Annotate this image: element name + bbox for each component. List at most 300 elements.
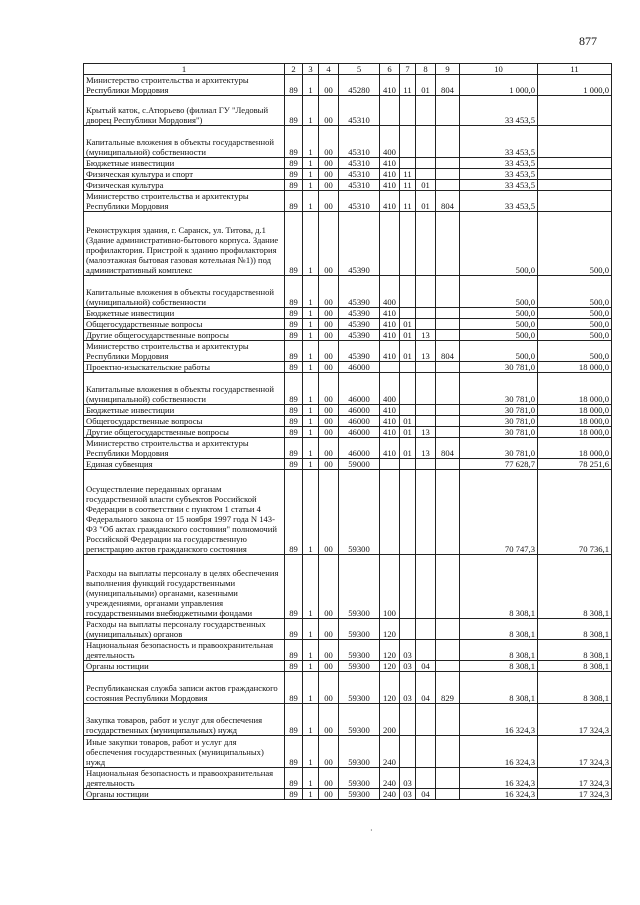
row-cell-c7: 01 [400, 416, 416, 427]
row-cell-c5: 45390 [339, 330, 380, 341]
row-cell-c8: 13 [416, 427, 436, 438]
row-cell-c2: 89 [285, 212, 303, 276]
row-cell-c8 [416, 169, 436, 180]
row-cell-c5: 59300 [339, 704, 380, 736]
row-cell-c9 [436, 126, 460, 158]
row-cell-c5: 45280 [339, 75, 380, 96]
row-cell-c11: 500,0 [538, 341, 612, 362]
row-cell-c3: 1 [303, 438, 319, 459]
row-cell-c9 [436, 362, 460, 373]
row-cell-c2: 89 [285, 704, 303, 736]
row-cell-c7: 11 [400, 169, 416, 180]
row-cell-c9 [436, 555, 460, 619]
row-cell-c6: 200 [380, 704, 400, 736]
row-cell-c3: 1 [303, 661, 319, 672]
row-cell-c9: 804 [436, 438, 460, 459]
row-cell-c3: 1 [303, 319, 319, 330]
row-cell-c5: 59300 [339, 661, 380, 672]
row-cell-c4: 00 [319, 319, 339, 330]
row-cell-c10: 77 628,7 [460, 459, 538, 470]
row-name-cell: Министерство строительства и архитектуры Республики Мордовия [84, 75, 285, 96]
row-cell-c4: 00 [319, 704, 339, 736]
table-row [84, 555, 612, 619]
row-cell-c10: 30 781,0 [460, 438, 538, 459]
table-row [84, 438, 612, 459]
row-cell-c3: 1 [303, 736, 319, 768]
row-name-cell: Крытый каток, с.Атюрьево (филиал ГУ "Ледовый дворец Республики Мордовия") [84, 96, 285, 126]
row-name-cell: Капитальные вложения в объекты государственной (муниципальной) собственности [84, 126, 285, 158]
row-cell-c11: 18 000,0 [538, 405, 612, 416]
row-cell-c3: 1 [303, 672, 319, 704]
row-cell-c4: 00 [319, 640, 339, 661]
row-cell-c2: 89 [285, 736, 303, 768]
row-cell-c2: 89 [285, 661, 303, 672]
row-cell-c2: 89 [285, 619, 303, 640]
row-cell-c5: 59300 [339, 619, 380, 640]
table-row [84, 341, 612, 362]
row-cell-c8 [416, 126, 436, 158]
row-cell-c11: 500,0 [538, 330, 612, 341]
row-cell-c6: 410 [380, 169, 400, 180]
table-row [84, 319, 612, 330]
row-cell-c10: 500,0 [460, 276, 538, 308]
table-row [84, 96, 612, 126]
row-cell-c7: 03 [400, 672, 416, 704]
row-cell-c2: 89 [285, 308, 303, 319]
row-cell-c3: 1 [303, 405, 319, 416]
row-name-cell: Другие общегосударственные вопросы [84, 330, 285, 341]
row-cell-c2: 89 [285, 341, 303, 362]
row-cell-c7: 01 [400, 438, 416, 459]
row-cell-c8: 04 [416, 661, 436, 672]
row-cell-c6: 410 [380, 319, 400, 330]
row-cell-c4: 00 [319, 405, 339, 416]
row-cell-c11: 500,0 [538, 276, 612, 308]
row-cell-c8 [416, 470, 436, 555]
row-name-cell: Расходы на выплаты персоналу в целях обеспечения выполнения функций государственными (муниципальными) органами, казенными учреждениями, органами управления государственными внебюджетными фондами [84, 555, 285, 619]
row-cell-c10: 16 324,3 [460, 704, 538, 736]
row-cell-c6 [380, 212, 400, 276]
row-cell-c8: 01 [416, 180, 436, 191]
row-cell-c10: 33 453,5 [460, 126, 538, 158]
table-row [84, 373, 612, 405]
row-cell-c4: 00 [319, 330, 339, 341]
row-cell-c5: 59300 [339, 470, 380, 555]
row-cell-c7: 11 [400, 75, 416, 96]
table-body [84, 75, 612, 800]
row-name-cell: Бюджетные инвестиции [84, 158, 285, 169]
row-cell-c5: 59300 [339, 789, 380, 800]
row-cell-c4: 00 [319, 158, 339, 169]
row-cell-c8 [416, 373, 436, 405]
row-cell-c5: 46000 [339, 362, 380, 373]
row-name-cell: Органы юстиции [84, 661, 285, 672]
row-cell-c10: 500,0 [460, 319, 538, 330]
row-cell-c9 [436, 768, 460, 789]
table-row [84, 75, 612, 96]
table-row [84, 640, 612, 661]
row-cell-c10: 30 781,0 [460, 362, 538, 373]
row-cell-c8 [416, 704, 436, 736]
column-header: 6 [380, 64, 400, 75]
row-cell-c9 [436, 169, 460, 180]
row-cell-c8 [416, 555, 436, 619]
row-cell-c9 [436, 308, 460, 319]
row-cell-c6: 410 [380, 438, 400, 459]
table-row [84, 427, 612, 438]
row-cell-c3: 1 [303, 276, 319, 308]
row-cell-c10: 30 781,0 [460, 416, 538, 427]
row-cell-c5: 45310 [339, 126, 380, 158]
page-number: 877 [579, 34, 597, 48]
row-cell-c10: 33 453,5 [460, 169, 538, 180]
row-cell-c11: 78 251,6 [538, 459, 612, 470]
row-cell-c7 [400, 362, 416, 373]
row-cell-c4: 00 [319, 768, 339, 789]
row-name-cell: Бюджетные инвестиции [84, 405, 285, 416]
row-cell-c10: 16 324,3 [460, 789, 538, 800]
row-cell-c3: 1 [303, 126, 319, 158]
row-cell-c4: 00 [319, 276, 339, 308]
row-cell-c7: 03 [400, 661, 416, 672]
row-cell-c6: 410 [380, 341, 400, 362]
column-header: 2 [285, 64, 303, 75]
row-cell-c9: 804 [436, 191, 460, 212]
row-cell-c3: 1 [303, 459, 319, 470]
row-cell-c10: 500,0 [460, 212, 538, 276]
row-cell-c5: 45310 [339, 169, 380, 180]
row-cell-c7 [400, 619, 416, 640]
row-cell-c6: 410 [380, 405, 400, 416]
row-cell-c10: 16 324,3 [460, 736, 538, 768]
row-cell-c10: 30 781,0 [460, 405, 538, 416]
row-cell-c2: 89 [285, 169, 303, 180]
row-cell-c9 [436, 212, 460, 276]
header-row [84, 64, 612, 75]
row-cell-c2: 89 [285, 789, 303, 800]
row-cell-c2: 89 [285, 96, 303, 126]
row-cell-c10: 8 308,1 [460, 661, 538, 672]
row-cell-c10: 70 747,3 [460, 470, 538, 555]
row-cell-c3: 1 [303, 416, 319, 427]
row-cell-c9 [436, 180, 460, 191]
table-row [84, 191, 612, 212]
row-cell-c6 [380, 459, 400, 470]
row-cell-c3: 1 [303, 427, 319, 438]
row-cell-c9: 829 [436, 672, 460, 704]
column-header: 9 [436, 64, 460, 75]
row-cell-c4: 00 [319, 180, 339, 191]
row-name-cell: Органы юстиции [84, 789, 285, 800]
row-cell-c11: 8 308,1 [538, 619, 612, 640]
row-cell-c9 [436, 405, 460, 416]
row-cell-c3: 1 [303, 75, 319, 96]
row-cell-c11: 17 324,3 [538, 789, 612, 800]
row-cell-c8 [416, 416, 436, 427]
row-cell-c5: 59300 [339, 672, 380, 704]
row-cell-c11: 500,0 [538, 308, 612, 319]
row-cell-c4: 00 [319, 619, 339, 640]
row-cell-c2: 89 [285, 362, 303, 373]
table-row [84, 672, 612, 704]
row-cell-c4: 00 [319, 191, 339, 212]
row-name-cell: Бюджетные инвестиции [84, 308, 285, 319]
row-cell-c3: 1 [303, 96, 319, 126]
row-cell-c3: 1 [303, 212, 319, 276]
row-cell-c9 [436, 330, 460, 341]
row-cell-c4: 00 [319, 438, 339, 459]
row-cell-c4: 00 [319, 661, 339, 672]
row-cell-c2: 89 [285, 373, 303, 405]
row-cell-c6: 400 [380, 276, 400, 308]
row-cell-c9 [436, 416, 460, 427]
row-cell-c8: 13 [416, 330, 436, 341]
column-header: 10 [460, 64, 538, 75]
row-cell-c3: 1 [303, 362, 319, 373]
row-cell-c11 [538, 158, 612, 169]
row-cell-c5: 45310 [339, 191, 380, 212]
row-cell-c7 [400, 736, 416, 768]
row-cell-c8: 04 [416, 789, 436, 800]
column-header: 5 [339, 64, 380, 75]
row-cell-c2: 89 [285, 191, 303, 212]
row-cell-c5: 45310 [339, 180, 380, 191]
row-cell-c2: 89 [285, 158, 303, 169]
row-cell-c2: 89 [285, 459, 303, 470]
row-cell-c10: 1 000,0 [460, 75, 538, 96]
row-cell-c4: 00 [319, 672, 339, 704]
table-row [84, 416, 612, 427]
row-cell-c9 [436, 373, 460, 405]
row-cell-c11: 18 000,0 [538, 373, 612, 405]
table-row [84, 470, 612, 555]
row-cell-c9 [436, 619, 460, 640]
row-cell-c10: 8 308,1 [460, 640, 538, 661]
row-cell-c5: 45390 [339, 308, 380, 319]
row-cell-c7 [400, 158, 416, 169]
row-cell-c5: 46000 [339, 416, 380, 427]
row-cell-c2: 89 [285, 416, 303, 427]
row-cell-c5: 46000 [339, 438, 380, 459]
row-name-cell: Министерство строительства и архитектуры Республики Мордовия [84, 191, 285, 212]
row-cell-c4: 00 [319, 341, 339, 362]
row-cell-c3: 1 [303, 640, 319, 661]
row-cell-c2: 89 [285, 427, 303, 438]
row-cell-c4: 00 [319, 212, 339, 276]
table-row [84, 619, 612, 640]
row-cell-c7: 01 [400, 330, 416, 341]
row-cell-c6: 120 [380, 619, 400, 640]
row-cell-c4: 00 [319, 362, 339, 373]
row-name-cell: Общегосударственные вопросы [84, 416, 285, 427]
row-cell-c4: 00 [319, 75, 339, 96]
table-row [84, 308, 612, 319]
row-cell-c4: 00 [319, 736, 339, 768]
row-cell-c3: 1 [303, 308, 319, 319]
row-name-cell: Реконструкция здания, г. Саранск, ул. Титова, д.1 (Здание административно-бытового корпуса. Здание профилактория. Пристрой к зданию профилактория (малоэтажная бытовая газовая котельная №1)) под административный комплекс [84, 212, 285, 276]
row-cell-c6: 400 [380, 373, 400, 405]
row-cell-c10: 16 324,3 [460, 768, 538, 789]
row-cell-c8 [416, 96, 436, 126]
row-cell-c7 [400, 126, 416, 158]
table-row [84, 661, 612, 672]
row-cell-c5: 46000 [339, 373, 380, 405]
row-cell-c2: 89 [285, 405, 303, 416]
row-cell-c2: 89 [285, 180, 303, 191]
row-cell-c10: 500,0 [460, 330, 538, 341]
row-cell-c6: 410 [380, 180, 400, 191]
row-cell-c4: 00 [319, 555, 339, 619]
row-cell-c6: 120 [380, 640, 400, 661]
row-cell-c3: 1 [303, 555, 319, 619]
row-cell-c9 [436, 276, 460, 308]
row-cell-c7: 03 [400, 768, 416, 789]
row-cell-c5: 59300 [339, 736, 380, 768]
row-name-cell: Физическая культура [84, 180, 285, 191]
row-cell-c5: 59300 [339, 640, 380, 661]
row-cell-c3: 1 [303, 158, 319, 169]
row-cell-c6: 120 [380, 672, 400, 704]
row-cell-c6: 240 [380, 736, 400, 768]
row-cell-c7 [400, 704, 416, 736]
row-cell-c8 [416, 362, 436, 373]
table-row [84, 126, 612, 158]
row-cell-c8 [416, 640, 436, 661]
column-header: 8 [416, 64, 436, 75]
row-cell-c6: 410 [380, 158, 400, 169]
row-name-cell: Физическая культура и спорт [84, 169, 285, 180]
row-cell-c8 [416, 736, 436, 768]
row-cell-c9 [436, 704, 460, 736]
row-cell-c9 [436, 640, 460, 661]
table-row [84, 459, 612, 470]
row-name-cell: Другие общегосударственные вопросы [84, 427, 285, 438]
table-row [84, 736, 612, 768]
row-cell-c10: 8 308,1 [460, 555, 538, 619]
row-cell-c6 [380, 96, 400, 126]
row-cell-c11: 17 324,3 [538, 704, 612, 736]
row-cell-c11: 18 000,0 [538, 427, 612, 438]
row-cell-c11: 70 736,1 [538, 470, 612, 555]
row-cell-c8 [416, 619, 436, 640]
row-cell-c11: 8 308,1 [538, 661, 612, 672]
row-cell-c11: 17 324,3 [538, 736, 612, 768]
row-cell-c2: 89 [285, 75, 303, 96]
row-name-cell: Капитальные вложения в объекты государственной (муниципальной) собственности [84, 276, 285, 308]
row-cell-c8 [416, 459, 436, 470]
table-row [84, 276, 612, 308]
row-cell-c7 [400, 470, 416, 555]
row-cell-c3: 1 [303, 768, 319, 789]
row-cell-c2: 89 [285, 276, 303, 308]
row-cell-c6: 400 [380, 126, 400, 158]
row-cell-c9 [436, 736, 460, 768]
row-name-cell: Национальная безопасность и правоохранительная деятельность [84, 640, 285, 661]
row-cell-c11: 18 000,0 [538, 362, 612, 373]
row-cell-c6: 100 [380, 555, 400, 619]
table-row [84, 789, 612, 800]
row-cell-c4: 00 [319, 459, 339, 470]
row-cell-c10: 33 453,5 [460, 180, 538, 191]
row-cell-c6: 240 [380, 789, 400, 800]
column-header: 4 [319, 64, 339, 75]
row-cell-c11: 1 000,0 [538, 75, 612, 96]
row-cell-c7: 01 [400, 427, 416, 438]
row-cell-c5: 45310 [339, 158, 380, 169]
table-row [84, 330, 612, 341]
row-cell-c5: 59000 [339, 459, 380, 470]
row-cell-c4: 00 [319, 470, 339, 555]
table-row [84, 180, 612, 191]
row-cell-c11 [538, 96, 612, 126]
row-cell-c4: 00 [319, 427, 339, 438]
row-name-cell: Расходы на выплаты персоналу государственных (муниципальных) органов [84, 619, 285, 640]
row-cell-c6 [380, 362, 400, 373]
row-cell-c5: 45390 [339, 319, 380, 330]
row-name-cell: Министерство строительства и архитектуры Республики Мордовия [84, 438, 285, 459]
row-cell-c2: 89 [285, 768, 303, 789]
row-cell-c7: 01 [400, 319, 416, 330]
row-cell-c2: 89 [285, 555, 303, 619]
row-name-cell: Общегосударственные вопросы [84, 319, 285, 330]
table-row [84, 405, 612, 416]
row-cell-c7 [400, 308, 416, 319]
row-cell-c7 [400, 459, 416, 470]
row-cell-c3: 1 [303, 789, 319, 800]
row-cell-c4: 00 [319, 169, 339, 180]
row-cell-c3: 1 [303, 341, 319, 362]
budget-table [83, 63, 612, 800]
row-cell-c5: 45310 [339, 96, 380, 126]
row-name-cell: Республиканская служба записи актов гражданского состояния Республики Мордовия [84, 672, 285, 704]
row-cell-c9 [436, 158, 460, 169]
row-cell-c2: 89 [285, 438, 303, 459]
row-cell-c2: 89 [285, 330, 303, 341]
row-cell-c3: 1 [303, 191, 319, 212]
row-cell-c5: 59300 [339, 768, 380, 789]
row-cell-c6: 410 [380, 330, 400, 341]
row-cell-c11: 18 000,0 [538, 438, 612, 459]
row-cell-c3: 1 [303, 704, 319, 736]
row-cell-c6 [380, 470, 400, 555]
row-cell-c7 [400, 96, 416, 126]
row-cell-c10: 30 781,0 [460, 427, 538, 438]
row-cell-c8 [416, 276, 436, 308]
row-cell-c5: 45390 [339, 341, 380, 362]
row-cell-c3: 1 [303, 330, 319, 341]
row-cell-c7: 11 [400, 180, 416, 191]
column-header: 3 [303, 64, 319, 75]
row-cell-c5: 45390 [339, 212, 380, 276]
row-cell-c10: 33 453,5 [460, 96, 538, 126]
row-cell-c8 [416, 158, 436, 169]
row-cell-c4: 00 [319, 789, 339, 800]
row-cell-c10: 30 781,0 [460, 373, 538, 405]
row-cell-c7 [400, 555, 416, 619]
row-name-cell: Национальная безопасность и правоохранительная деятельность [84, 768, 285, 789]
table-row [84, 212, 612, 276]
row-cell-c7: 03 [400, 789, 416, 800]
table-row [84, 362, 612, 373]
row-cell-c7: 01 [400, 341, 416, 362]
row-name-cell: Единая субвенция [84, 459, 285, 470]
row-name-cell: Капитальные вложения в объекты государственной (муниципальной) собственности [84, 373, 285, 405]
row-cell-c11: 17 324,3 [538, 768, 612, 789]
row-cell-c9: 804 [436, 341, 460, 362]
row-cell-c5: 45390 [339, 276, 380, 308]
row-cell-c11: 8 308,1 [538, 672, 612, 704]
row-cell-c5: 46000 [339, 405, 380, 416]
